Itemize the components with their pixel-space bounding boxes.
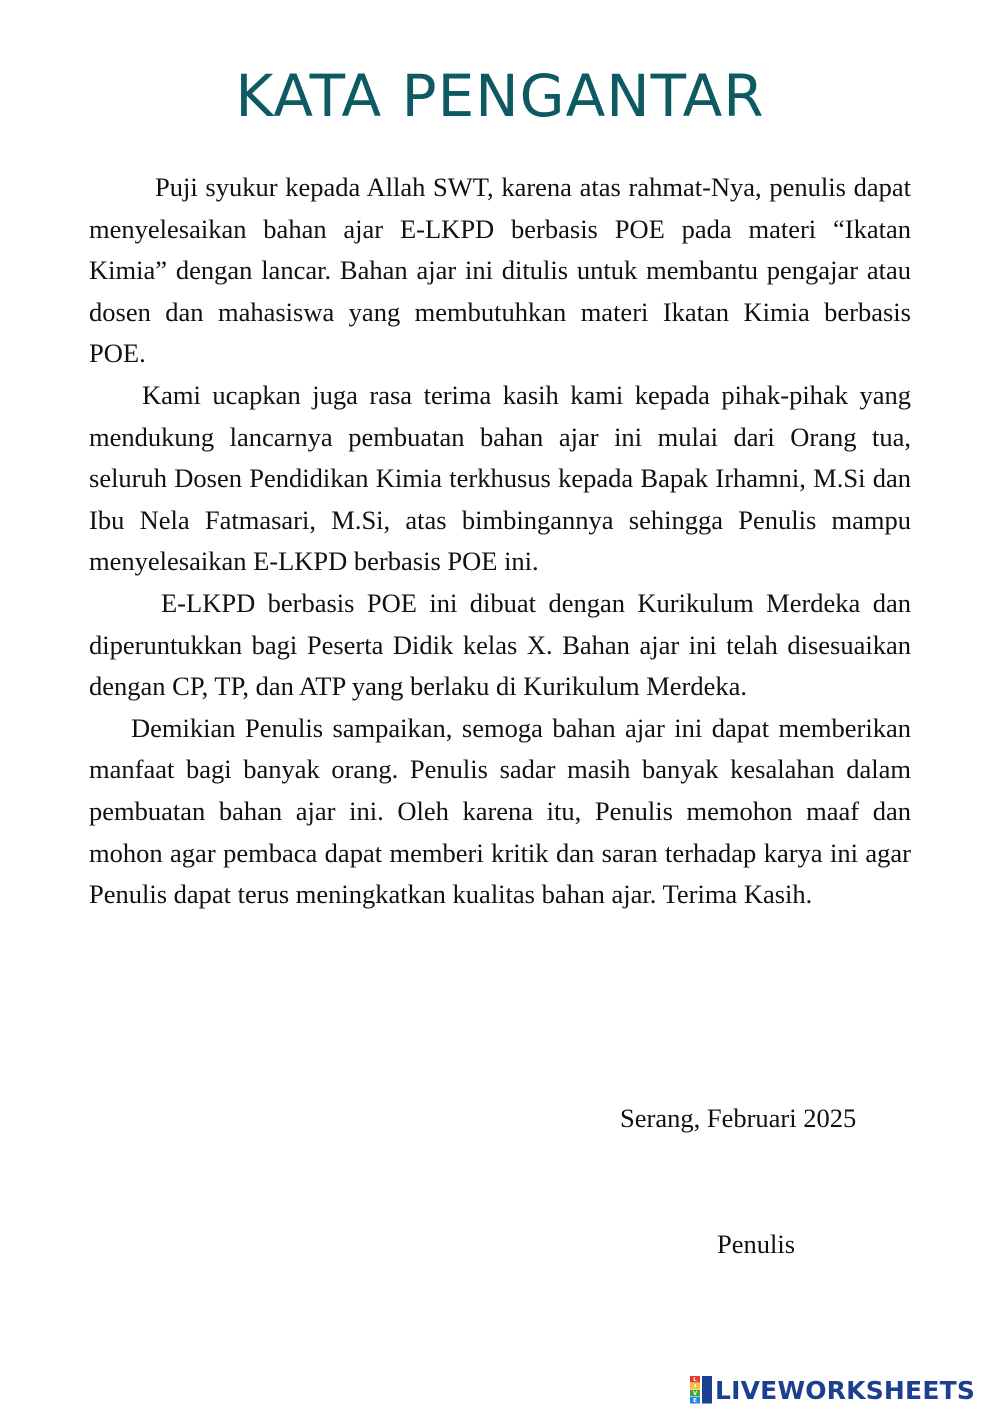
paragraph-intro: Puji syukur kepada Allah SWT, karena atas rahmat-Nya, penulis dapat menyelesaikan bahan ajar E-LKPD berbasis POE pada materi “Ikatan Kimia” dengan lancar. Bahan ajar ini ditulis untuk membantu pengajar atau dosen dan mahasiswa yang membutuhkan materi Ikatan Kimia berbasis POE. bbox=[89, 172, 911, 369]
closing-place-date: Serang, Februari 2025 bbox=[620, 1103, 857, 1133]
liveworksheets-watermark bbox=[690, 1373, 975, 1407]
page-title: KATA PENGANTAR bbox=[235, 62, 765, 130]
paragraph-curriculum: E-LKPD berbasis POE ini dibuat dengan Kurikulum Merdeka dan diperuntukkan bagi Peserta Didik kelas X. Bahan ajar ini telah disesuaikan dengan CP, TP, dan ATP yang berlaku di Kurikulum Merdeka. bbox=[89, 587, 911, 702]
paragraph-thanks: Kami ucapkan juga rasa terima kasih kami kepada pihak-pihak yang mendukung lancarnya pembuatan bahan ajar ini mulai dari Orang tua, seluruh Dosen Pendidikan Kimia terkhusus kepada Bapak Irhamni, M.Si dan Ibu Nela Fatmasari, M.Si, atas bimbingannya sehingga Penulis mampu menyelesaikan E-LKPD berbasis POE ini. bbox=[89, 379, 911, 577]
svg-text:E: E bbox=[693, 1398, 697, 1404]
svg-text:I: I bbox=[693, 1384, 697, 1391]
liveworksheets-logo-icon bbox=[690, 1376, 712, 1404]
svg-text:L: L bbox=[693, 1377, 697, 1384]
svg-text:V: V bbox=[692, 1391, 698, 1398]
watermark-text: LIVEWORKSHEETS bbox=[715, 1375, 976, 1405]
closing-author: Penulis bbox=[717, 1229, 796, 1259]
paragraph-closing: Demikian Penulis sampaikan, semoga bahan ajar ini dapat memberikan manfaat bagi banyak orang. Penulis sadar masih banyak kesalahan dalam pembuatan bahan ajar ini. Oleh karena itu, Penulis memohon maaf dan mohon agar pembaca dapat memberi kritik dan saran terhadap karya ini agar Penulis dapat terus meningkatkan kualitas bahan ajar. Terima Kasih. bbox=[89, 712, 911, 910]
body-text bbox=[89, 167, 911, 916]
